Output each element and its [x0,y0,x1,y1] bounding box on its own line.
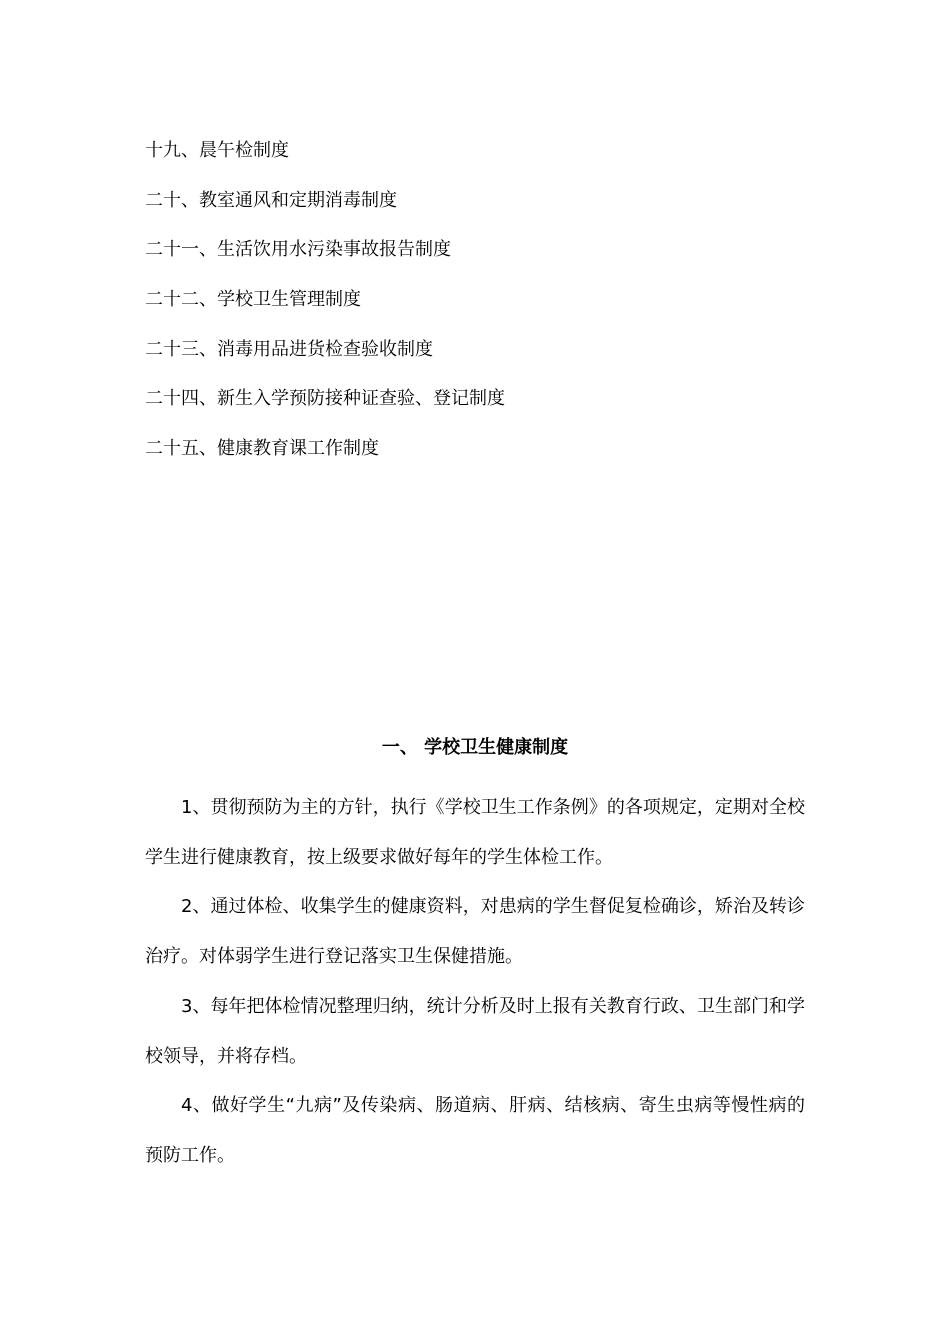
table-of-contents [145,136,805,484]
paragraph: 3、每年把体检情况整理归纳，统计分析及时上报有关教育行政、卫生部门和学校领导，并将存档。 [145,995,805,1067]
toc-item: 二十、教室通风和定期消毒制度 [145,189,397,211]
toc-item: 二十四、新生入学预防接种证查验、登记制度 [145,388,505,410]
toc-item: 十九、晨午检制度 [145,140,289,161]
section-school-health-system [145,730,805,1181]
toc-item: 二十五、健康教育课工作制度 [145,438,379,460]
paragraph: 4、做好学生“九病”及传染病、肠道病、肝病、结核病、寄生虫病等慢性病的预防工作。 [145,1095,805,1166]
toc-item: 二十三、消毒用品进货检查验收制度 [145,338,433,360]
section-title: 一、 学校卫生健康制度 [381,737,569,758]
paragraph: 1、贯彻预防为主的方针，执行《学校卫生工作条例》的各项规定，定期对全校学生进行健康教育，按上级要求做好每年的学生体检工作。 [145,797,805,868]
toc-item: 二十二、学校卫生管理制度 [145,289,361,311]
paragraph: 2、通过体检、收集学生的健康资料，对患病的学生督促复检确诊，矫治及转诊治疗。对体弱学生进行登记落实卫生保健措施。 [145,896,805,968]
toc-item: 二十一、生活饮用水污染事故报告制度 [145,239,451,261]
